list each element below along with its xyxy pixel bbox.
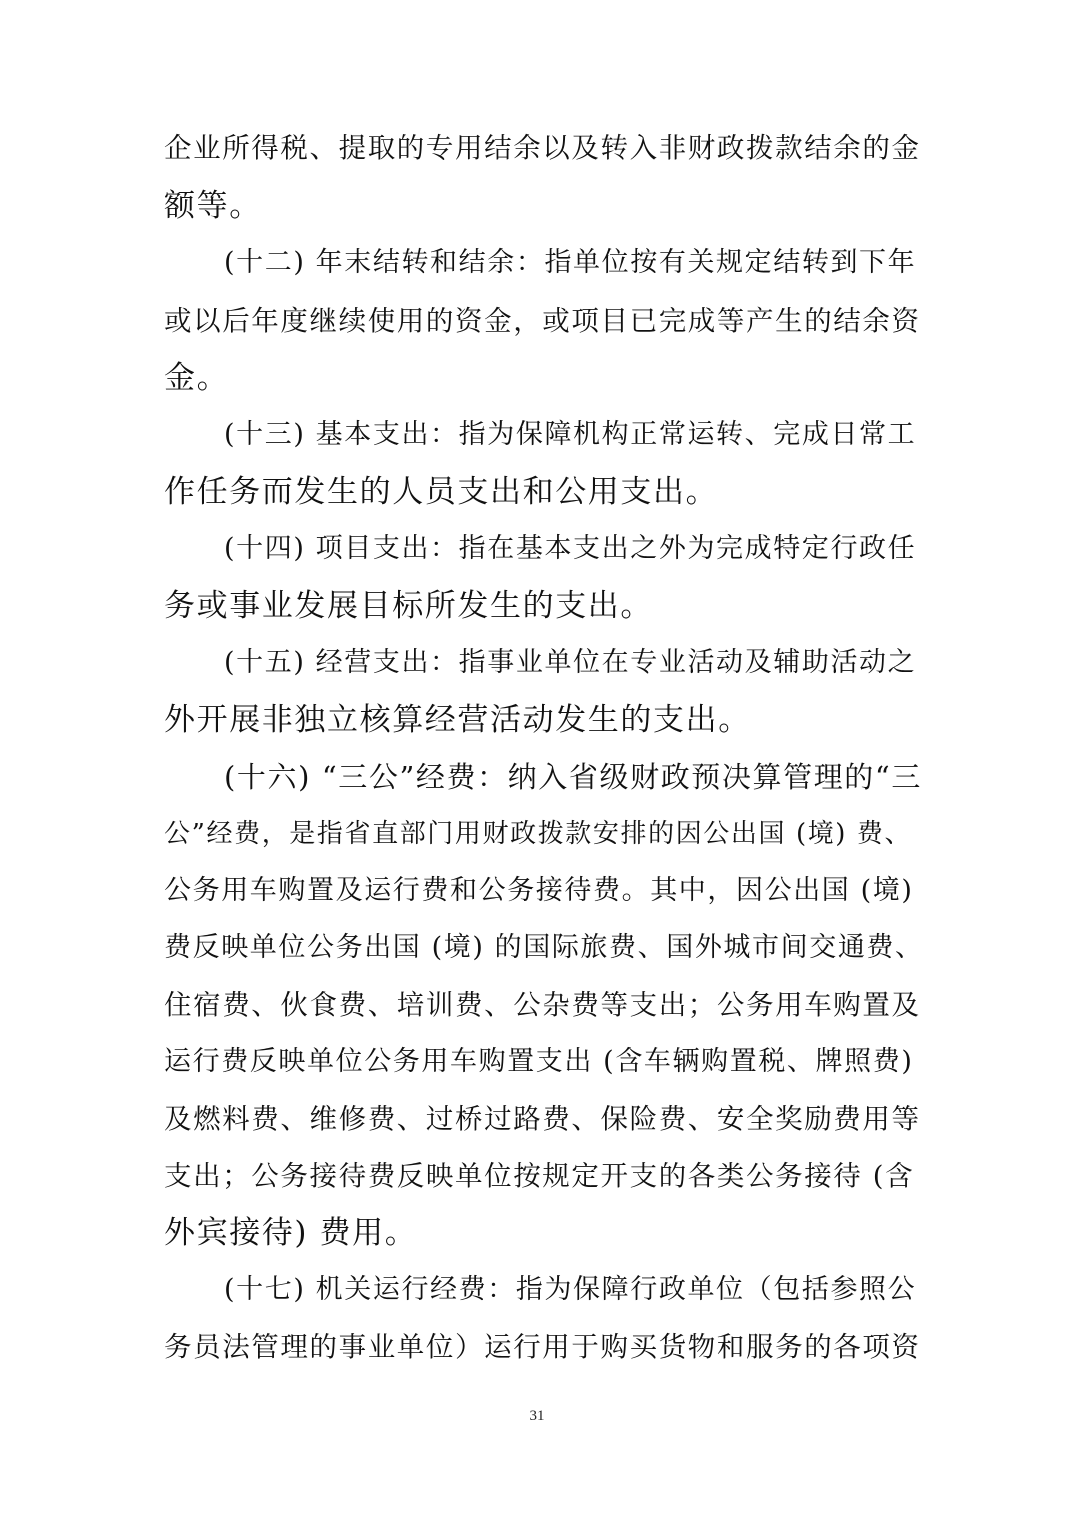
text-line: 务或事业发展目标所发生的支出。: [164, 588, 653, 624]
text-line: 或以后年度继续使用的资金，或项目已完成等产生的结余资: [164, 305, 921, 337]
page-number: 31: [529, 1408, 545, 1424]
text-line: (十四) 项目支出：指在基本支出之外为完成特定行政任: [224, 533, 917, 564]
text-line: 务员法管理的事业单位）运行用于购买货物和服务的各项资: [164, 1331, 921, 1363]
text-line: (十六) “三公”经费：纳入省级财政预决算管理的“三: [224, 760, 922, 794]
text-line: 外开展非独立核算经营活动发生的支出。: [164, 702, 751, 738]
text-line: (十二) 年末结转和结余：指单位按有关规定结转到下年: [224, 247, 917, 278]
text-line: 公”经费，是指省直部门用财政拨款安排的因公出国 (境) 费、: [164, 819, 913, 849]
text-line: 金。: [164, 360, 230, 396]
text-line: 住宿费、伙食费、培训费、公杂费等支出；公务用车购置及: [164, 989, 921, 1021]
text-line: 公务用车购置及运行费和公务接待费。其中，因公出国 (境): [164, 875, 914, 906]
text-line: 支出；公务接待费反映单位按规定开支的各类公务接待 (含: [164, 1160, 915, 1192]
text-line: 运行费反映单位公务用车购置支出 (含车辆购置税、牌照费): [164, 1046, 914, 1077]
text-line: (十三) 基本支出：指为保障机构正常运转、完成日常工: [224, 419, 917, 450]
text-line: 额等。: [164, 188, 262, 224]
text-line: 及燃料费、维修费、过桥过路费、保险费、安全奖励费用等: [164, 1103, 921, 1135]
text-line: 企业所得税、提取的专用结余以及转入非财政拨款结余的金: [164, 132, 921, 164]
text-line: 作任务而发生的人员支出和公用支出。: [164, 474, 719, 510]
text-line: 外宾接待) 费用。: [164, 1215, 418, 1251]
text-line: (十五) 经营支出：指事业单位在专业活动及辅助活动之: [224, 647, 917, 678]
text-line: 费反映单位公务出国 (境) 的国际旅费、国外城市间交通费、: [164, 932, 924, 963]
text-line: (十七) 机关运行经费：指为保障行政单位（包括参照公: [224, 1274, 917, 1305]
